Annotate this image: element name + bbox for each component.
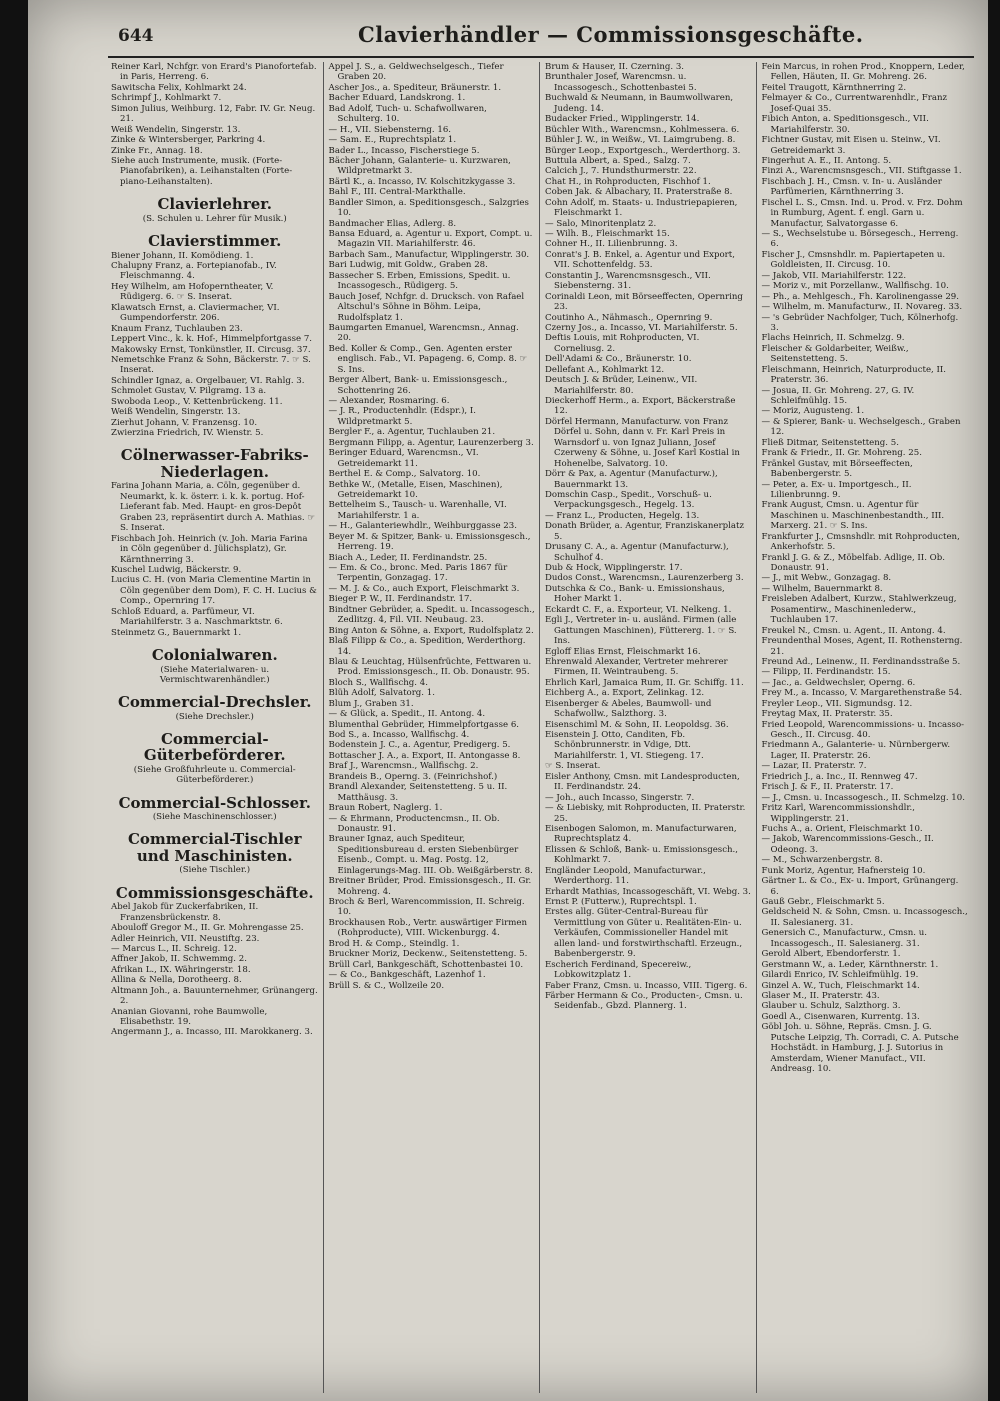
directory-entry: Brüll S. & C., Wollzeile 20.	[328, 980, 445, 991]
directory-entry: Donath Brüder, a. Agentur, Franziskanerplatz 5.	[545, 521, 744, 542]
columns-container	[106, 62, 972, 1393]
directory-entry: Erstes allg. Güter-Central-Bureau für Vermittlung von Güter u. Realitäten-Ein- u. Verkäufen, Commissioneller Handel mit allen land- und forstwirthschaftl. Erzeugn., Babenbergerstr. 9.	[545, 907, 743, 960]
directory-entry: Fleischer & Goldarbeiter, Weißw., Seitenstetteng. 5.	[761, 343, 909, 365]
directory-entry: Zierhut Johann, V. Franzensg. 10.	[111, 417, 258, 428]
directory-entry: — M., Schwarzenbergstr. 8.	[761, 855, 883, 866]
directory-entry: — & Spierer, Bank- u. Wechselgesch., Graben 12.	[761, 416, 961, 438]
directory-entry: — Ph., a. Mehlgesch., Fh. Karolinengasse 29.	[761, 291, 960, 302]
directory-entry: Buchwald & Neumann, in Baumwollwaren, Judeng. 14.	[545, 93, 734, 114]
directory-entry: Fleischmann, Heinrich, Naturproducte, II. Praterstr. 36.	[761, 364, 947, 386]
directory-entry: Bod S., a. Incasso, Wallfischg. 4.	[328, 730, 470, 740]
directory-entry: Bandler Simon, a. Speditionsgesch., Salzgries 10.	[328, 197, 529, 219]
directory-entry: Geldscheid N. & Sohn, Cmsn. u. Incassogesch., II. Salesianerg. 31.	[761, 907, 968, 928]
directory-entry: Allina & Nella, Dorotheerg. 8.	[111, 975, 242, 986]
directory-entry: — Salo, Minoritenplatz 2.	[545, 218, 657, 229]
directory-entry: — Marcus L., II. Schreig. 12.	[111, 943, 237, 954]
directory-entry: Feitel Traugott, Kärnthnerring 2.	[761, 82, 907, 93]
directory-entry: Engländer Leopold, Manufacturwar., Werderthorg. 11.	[545, 865, 706, 887]
directory-entry: Blumenthal Gebrüder, Himmelpfortgasse 6.	[328, 719, 520, 730]
directory-entry: — Jakob, Warencommissions-Gesch., II. Odeong. 3.	[761, 834, 934, 855]
directory-entry: Simon Julius, Weihburg. 12, Fabr. IV. Gr. Neug. 21.	[111, 103, 316, 125]
directory-entry: Elissen & Schloß, Bank- u. Emissionsgesch., Kohlmarkt 7.	[545, 844, 739, 866]
directory-entry: Bühler J. W., in Weißw., VI. Laimgrubeng. 8.	[545, 135, 736, 146]
directory-entry: Gilardi Enrico, IV. Schleifmühlg. 19.	[761, 970, 919, 981]
directory-entry: Appel J. S., a. Geldwechselgesch., Tiefer Graben 20.	[328, 62, 504, 83]
directory-entry: — Sam. E., Ruprechtsplatz 1.	[328, 135, 457, 146]
directory-entry: Dellefant A., Kohlmarkt 12.	[545, 364, 665, 375]
directory-entry: Berthel E. & Comp., Salvatorg. 10.	[328, 469, 481, 480]
directory-entry: Schmolet Gustav, V. Pilgramg. 13 a.	[111, 386, 267, 397]
directory-entry: Corinaldi Leon, mit Börseeffecten, Opernring 23.	[545, 291, 743, 313]
directory-entry: Bottascher J. A., a. Export, II. Antongasse 8.	[328, 750, 521, 761]
directory-entry: Affner Jakob, II. Schwemmg. 2.	[111, 954, 247, 965]
directory-entry: Erhardt Mathias, Incassogeschäft, VI. Webg. 3.	[545, 886, 751, 897]
directory-entry: — H., VII. Siebensterng. 16.	[328, 124, 452, 135]
directory-entry: Adler Heinrich, VII. Neustiftg. 23.	[111, 933, 260, 944]
directory-entry: Blüh Adolf, Salvatorg. 1.	[328, 688, 435, 699]
directory-entry: — Joh., auch Incasso, Singerstr. 7.	[545, 792, 695, 803]
directory-entry: Eisenschiml M. & Sohn, II. Leopoldsg. 36.	[545, 719, 729, 730]
directory-entry: Funk Moriz, Agentur, Hafnersteig 10.	[761, 865, 926, 876]
directory-entry: Bruckner Moriz, Deckenw., Seitenstetteng. 5.	[328, 949, 528, 960]
directory-entry: Beyer M. & Spitzer, Bank- u. Emissionsgesch., Herreng. 19.	[328, 531, 531, 553]
section-heading: Clavierstimmer.	[148, 232, 282, 251]
directory-entry: Fibich Anton, a. Speditionsgesch., VII. Mariahilferstr. 30.	[761, 114, 929, 135]
directory-entry: Bloch S., Wallfischg. 4.	[328, 677, 428, 688]
directory-entry: Eckardt C. F., a. Exporteur, VI. Nelkeng. 1.	[545, 604, 732, 615]
directory-entry: Gerstmann W., a. Leder, Kärnthnerstr. 1.	[761, 959, 939, 970]
directory-entry: — Franz L., Producten, Hegelg. 13.	[545, 510, 700, 521]
column-1	[106, 62, 323, 1393]
directory-entry: Blau & Leuchtag, Hülsenfrüchte, Fettwaren u. Prod. Emissionsgesch., II. Ob. Donaustr. 95.	[328, 656, 532, 678]
directory-entry: Bindtner Gebrüder, a. Spedit. u. Incassogesch., Zedlitzg. 4, Fil. VII. Neubaug. 23.	[328, 604, 535, 626]
directory-entry: Coben Jak. & Albachary, II. Praterstraße 8.	[545, 187, 733, 198]
directory-entry: Brunthaler Josef, Warencmsn. u. Incassogesch., Schottenbastei 5.	[545, 72, 697, 93]
directory-entry: Gerold Albert, Ebendorferstr. 1.	[761, 949, 901, 960]
directory-entry: Dub & Hock, Wipplingerstr. 17.	[545, 563, 683, 573]
directory-entry: Fischer J., Cmsnshdlr. m. Papiertapeten u. Goldleisten, II. Circusg. 10.	[761, 249, 946, 271]
directory-entry: Freund Ad., Leinenw., II. Ferdinandsstraße 5.	[761, 656, 961, 667]
directory-entry: Dutschka & Co., Bank- u. Emissionshaus, Hoher Markt 1.	[545, 583, 725, 605]
directory-entry: — & Glück, a. Spedit., II. Antong. 4.	[328, 709, 486, 720]
directory-entry: Deutsch J. & Brüder, Leinenw., VII. Mariahilferstr. 80.	[545, 375, 698, 396]
running-head-title: Clavierhändler — Commissionsgeschäfte.	[358, 22, 864, 47]
column-4	[756, 62, 973, 1393]
directory-entry: Fischbach J. H., Cmsn. v. In- u. Ausländer Parfümerien, Kärnthnerring 3.	[761, 176, 942, 198]
directory-entry: Freundenthal Moses, Agent, II. Rothensterng. 21.	[761, 636, 963, 657]
directory-entry: Lucius C. H. (von Maria Clementine Martin in Cöln gegenüber dem Dom), F. C. H. Lucius & Comp., Opernring 17.	[111, 575, 317, 607]
directory-entry: Barbach Sam., Manufactur, Wipplingerstr. 30.	[328, 249, 530, 260]
directory-entry: Flachs Heinrich, II. Schmelzg. 9.	[761, 333, 905, 344]
directory-entry: — Wilhelm, Bauernmarkt 8.	[761, 583, 883, 594]
directory-entry: — Em. & Co., bronc. Med. Paris 1867 für Terpentin, Gonzagag. 17.	[328, 563, 508, 584]
directory-entry: Ehrlich Karl, Jamaica Rum, II. Gr. Schiffg. 11.	[545, 677, 744, 688]
directory-entry: Egli J., Vertreter in- u. ausländ. Firmen (alle Gattungen Maschinen), Füttererg. 1. ☞ S. Ins.	[545, 615, 737, 647]
header-rule	[108, 56, 974, 58]
directory-entry: Frankl J. G. & Z., Möbelfab. Adlige, II. Ob. Donaustr. 91.	[761, 552, 945, 573]
directory-entry: Brauner Ignaz, auch Spediteur, Speditionsbureau d. ersten Siebenbürger Eisenb., Compt. u. Mag. Postg. 12, Einlagerungs-Mag. III. Ob. Weißgärberstr. 8.	[328, 834, 533, 876]
directory-entry: Domschin Casp., Spedit., Vorschuß- u. Verpackungsgesch., Hegelg. 13.	[545, 489, 712, 511]
directory-entry: Bacher Eduard, Landskrong. 1.	[328, 93, 466, 104]
directory-entry: Budacker Fried., Wipplingerstr. 14.	[545, 114, 700, 125]
directory-entry: Fried Leopold, Warencommissions- u. Incasso-Gesch., II. Circusg. 40.	[761, 719, 965, 740]
directory-entry: Weiß Wendelin, Singerstr. 13.	[111, 407, 241, 418]
directory-page	[28, 0, 988, 1401]
directory-entry: Siehe auch Instrumente, musik. (Forte-Pianofabriken), a. Leihanstalten (Forte-piano-Leihanstalten).	[111, 155, 293, 187]
directory-entry: Gauß Gebr., Fleischmarkt 5.	[761, 897, 885, 907]
directory-entry: Chat H., in Rohproducten, Fischhof 1.	[545, 176, 711, 187]
directory-entry: Leppert Vinc., k. k. Hof-, Himmelpfortgasse 7.	[111, 334, 313, 345]
directory-entry: — & Liebisky, mit Rohproducten, II. Praterstr. 25.	[545, 803, 746, 824]
directory-entry: Felmayer & Co., Currentwarenhdlr., Franz Josef-Quai 35.	[761, 93, 948, 114]
directory-entry: Coutinho A., Nähmasch., Opernring 9.	[545, 312, 713, 323]
directory-entry: — & Ehrmann, Productencmsn., II. Ob. Donaustr. 91.	[328, 813, 500, 834]
directory-entry: Finzi A., Warencmsnsgesch., VII. Stiftgasse 1.	[761, 166, 962, 177]
directory-entry: Nemetschke Franz & Sohn, Bäckerstr. 7. ☞ S. Inserat.	[111, 354, 311, 376]
directory-entry: Eisenstein J. Otto, Canditen, Fb. Schönbrunnerstr. in Vdige, Dtt. Mariahilferstr. 1, VI. Stiegeng. 17.	[545, 730, 704, 761]
directory-entry: Brandl Alexander, Seitenstetteng. 5 u. II. Matthäusg. 3.	[328, 782, 508, 803]
section-heading: Commercial-Tischler und Maschinisten.	[127, 830, 302, 865]
section-heading: Commercial-Drechsler.	[117, 693, 312, 712]
directory-entry: Glaser M., II. Praterstr. 43.	[761, 990, 880, 1001]
directory-entry: Schindler Ignaz, a. Orgelbauer, VI. Rahlg. 3.	[111, 375, 305, 386]
directory-entry: — Wilhelm, m. Manufacturw., II. Novareg. 33.	[761, 302, 963, 313]
directory-entry: Ascher Jos., a. Spediteur, Bräunerstr. 1.	[328, 82, 502, 93]
directory-entry: Freukel N., Cmsn. u. Agent., II. Antong. 4.	[761, 625, 946, 636]
directory-entry: Fritz Karl, Warencommissionshdlr., Wipplingerstr. 21.	[761, 803, 915, 824]
directory-entry: Brod H. & Comp., Steindlg. 1.	[328, 938, 460, 949]
cross-reference-note: (Siehe Materialwaren- u. Vermischtwarenhändler.)	[159, 664, 270, 685]
directory-entry: — Jakob, VII. Mariahilferstr. 122.	[761, 270, 907, 281]
directory-entry: Fischel L. S., Cmsn. Ind. u. Prod. v. Frz. Dohm in Rumburg, Agent. f. engl. Garn u. Manufactur, Salvatorgasse 6.	[761, 197, 963, 229]
directory-entry: Eisenbogen Salomon, m. Manufacturwaren, Ruprechtsplatz 4.	[545, 823, 737, 845]
directory-entry: — H., Galanteriewhdlr., Weihburggasse 23.	[328, 521, 517, 532]
directory-entry: Czerny Jos., a. Incasso, VI. Mariahilferstr. 5.	[545, 322, 738, 333]
directory-entry: Makowsky Ernst, Tonkünstler, II. Circusg. 37.	[111, 344, 311, 355]
directory-entry: Weiß Wendelin, Singerstr. 13.	[111, 124, 241, 135]
directory-entry: Bärtl K., a. Incasso, IV. Kolschitzkygasse 3.	[328, 176, 516, 187]
directory-entry: Swoboda Leop., V. Kettenbrückeng. 11.	[111, 396, 283, 407]
directory-entry: Bodenstein J. C., a. Agentur, Predigerg. 5.	[328, 740, 511, 751]
column-3	[539, 62, 756, 1393]
directory-entry: Fein Marcus, in rohen Prod., Knoppern, Leder, Fellen, Häuten, II. Gr. Mohreng. 26.	[761, 62, 965, 83]
cross-reference-note: (S. Schulen u. Lehrer für Musik.)	[142, 213, 287, 224]
column-2	[323, 62, 540, 1393]
directory-entry: Bassecher S. Erben, Emissions, Spedit. u. Incassogesch., Rüdigerg. 5.	[328, 270, 511, 292]
directory-entry: Cohn Adolf, m. Staats- u. Industriepapieren, Fleischmarkt 1.	[545, 197, 738, 219]
directory-entry: Hey Wilhelm, am Hofoperntheater, V. Rüdigerg. 6. ☞ S. Inserat.	[111, 281, 274, 303]
directory-entry: Brockhausen Rob., Vertr. auswärtiger Firmen (Rohproducte), VIII. Wickenburgg. 4.	[328, 917, 527, 939]
section-heading: Cölnerwasser-Fabriks-Niederlagen.	[120, 446, 309, 481]
directory-entry: — Peter, a. Ex- u. Importgesch., II. Lilienbrunng. 9.	[761, 479, 912, 500]
directory-entry: Biach A., Leder, II. Ferdinandstr. 25.	[328, 552, 488, 563]
directory-entry: — 's Gebrüder Nachfolger, Tuch, Kölnerhofg. 3.	[761, 312, 959, 333]
directory-entry: Bergler F., a. Agentur, Tuchlauben 21.	[328, 427, 496, 438]
directory-entry: Chalupny Franz, a. Fortepianofab., IV. Fleischmanng. 4.	[111, 261, 277, 282]
directory-entry: Frank & Friedr., II. Gr. Mohreng. 25.	[761, 448, 922, 459]
directory-entry: Freisleben Adalbert, Kurzw., Stahlwerkzeug, Posamentirw., Maschinenlederw., Tuchlauben 17.	[761, 594, 957, 626]
directory-entry: Schrimpf J., Kohlmarkt 7.	[111, 93, 222, 104]
directory-entry: Goedl A., Cisenwaren, Kurrentg. 13.	[761, 1011, 920, 1022]
directory-entry: Fuchs A., a. Orient, Fleischmarkt 10.	[761, 823, 923, 834]
directory-entry: Klawatsch Ernst, a. Claviermacher, VI. Gumpendorferstr. 206.	[111, 302, 280, 324]
directory-entry: Beringer Eduard, Warencmsn., VI. Getreidemarkt 11.	[328, 448, 479, 469]
directory-entry: Ginzel A. W., Tuch, Fleischmarkt 14.	[761, 980, 920, 991]
directory-entry: Knaum Franz, Tuchlauben 23.	[111, 323, 243, 334]
directory-entry: Brandeis B., Operng. 3. (Feinrichshof.)	[328, 771, 498, 782]
directory-entry: Steinmetz G., Bauernmarkt 1.	[111, 627, 242, 638]
directory-entry: — J., mit Webw., Gonzagag. 8.	[761, 573, 892, 584]
directory-entry: Bed. Koller & Comp., Gen. Agenten erster englisch. Fab., VI. Papageng. 6, Comp. 8. ☞ S. Ins.	[328, 343, 528, 375]
directory-entry: Dörr & Pax, a. Agentur (Manufacturw.), Bauernmarkt 13.	[545, 469, 718, 490]
directory-entry: Ananian Giovanni, rohe Baumwolle, Elisabethstr. 19.	[111, 1006, 268, 1027]
cross-reference-note: (Siehe Maschinenschlosser.)	[152, 812, 277, 823]
directory-entry: Fischbach Joh. Heinrich (v. Joh. Maria Farina in Cöln gegenüber d. Jülichsplatz), Gr. Kärnthnerring 3.	[111, 533, 308, 565]
directory-entry: Zwierzina Friedrich, IV. Wienstr. 5.	[111, 428, 264, 438]
directory-entry: Göbl Joh. u. Söhne, Repräs. Cmsn. J. G. Putsche Leipzig, Th. Corradi, C. A. Putsche Hochstädt. in Hamburg, J. J. Sutorius in Amsterdam, Wiener Manufact., VII. Andreasg. 10.	[761, 1022, 959, 1074]
directory-entry: Broch & Berl, Warencommission, II. Schreig. 10.	[328, 897, 525, 918]
directory-entry: Drusany C. A., a. Agentur (Manufacturw.), Schulhof 4.	[545, 542, 729, 563]
directory-entry: Abouloff Gregor M., II. Gr. Mohrengasse 25.	[111, 923, 304, 934]
directory-entry: Bansa Eduard, a. Agentur u. Export, Compt. u. Magazin VII. Mariahilferstr. 46.	[328, 229, 533, 250]
directory-entry: Fingerhut A. E., II. Antong. 5.	[761, 155, 892, 166]
directory-entry: Calcich J., 7. Hundsthurmerstr. 22.	[545, 166, 697, 177]
directory-entry: Frisch J. & F., II. Praterstr. 17.	[761, 782, 894, 793]
directory-entry: Frey M., a. Incasso, V. Margarethenstraße 54.	[761, 688, 963, 699]
directory-entry: Escherich Ferdinand, Specereiw., Lobkowitzplatz 1.	[545, 959, 692, 981]
directory-entry: — Moriz v., mit Porzellanw., Wallfischg. 10.	[761, 281, 949, 292]
directory-entry: Bettelheim S., Tausch- u. Warenhalle, VI. Mariahilferstr. 1 a.	[328, 500, 507, 521]
directory-entry: Egloff Elias Ernst, Fleischmarkt 16.	[545, 646, 701, 657]
directory-entry: Zinke & Wintersberger, Parkring 4.	[111, 135, 266, 146]
directory-entry: — Wilh. B., Fleischmarkt 15.	[545, 229, 670, 239]
directory-entry: Bürger Leop., Exportgesch., Werderthorg. 3.	[545, 145, 741, 156]
directory-entry: — Alexander, Rosmaring. 6.	[328, 396, 450, 406]
directory-entry: Reiner Karl, Nchfgr. von Erard's Pianofortefab. in Paris, Herreng. 6.	[111, 62, 317, 83]
directory-entry: Bergmann Filipp, a. Agentur, Laurenzerberg 3.	[328, 437, 534, 448]
directory-entry: Bad Adolf, Tuch- u. Schafwollwaren, Schulterg. 10.	[328, 103, 487, 125]
directory-entry: Ernst P. (Futterw.), Ruprechtspl. 1.	[545, 897, 697, 907]
directory-entry: Bethke W., (Metalle, Eisen, Maschinen), Getreidemarkt 10.	[328, 479, 503, 500]
directory-entry: Bauch Josef, Nchfgr. d. Drucksch. von Rafael Altschul's Söhne in Böhm. Leipa, Rudolfsplatz 1.	[328, 291, 525, 323]
directory-entry: Ehrenwald Alexander, Vertreter mehrerer Firmen, II. Weintraubeng. 5.	[545, 656, 728, 678]
directory-entry: Brüll Carl, Bankgeschäft, Schottenbastei 10.	[328, 959, 524, 970]
directory-entry: Braun Robert, Naglerg. 1.	[328, 803, 443, 814]
directory-entry: — M. J. & Co., auch Export, Fleischmarkt 3.	[328, 583, 520, 594]
directory-entry: Bahl F., III. Central-Markthalle.	[328, 187, 466, 198]
directory-entry: Bächer Johann, Galanterie- u. Kurzwaren, Wildpretmarkt 3.	[328, 155, 511, 177]
directory-entry: Abel Jakob für Zuckerfabriken, II. Franzensbrückenstr. 8.	[111, 902, 259, 923]
directory-entry: ☞ S. Inserat.	[545, 761, 601, 772]
directory-entry: — Josua, II. Gr. Mohreng. 27, G. IV. Schleifmühlg. 15.	[761, 385, 915, 406]
directory-entry: Freytag Max, II. Praterstr. 35.	[761, 709, 893, 720]
directory-entry: Deftis Louis, mit Rohproducten, VI. Corneliusg. 2.	[545, 333, 700, 354]
directory-entry: Fließ Ditmar, Seitenstetteng. 5.	[761, 437, 899, 448]
directory-entry: Frank August, Cmsn. u. Agentur für Maschinen u. Maschinenbestandth., III. Marxerg. 21. ☞ S. Ins.	[761, 500, 945, 532]
directory-entry: Freyler Leop., VII. Sigmundsg. 12.	[761, 698, 913, 709]
directory-entry: Dieckerhoff Herm., a. Export, Bäckerstraße 12.	[545, 396, 736, 417]
directory-entry: Braf J., Warencmsn., Wallfischg. 2.	[328, 761, 479, 772]
section-heading: Clavierlehrer.	[157, 195, 273, 214]
directory-entry: Friedrich J., a. Inc., II. Rennweg 47.	[761, 771, 918, 782]
directory-entry: — & Co., Bankgeschäft, Lazenhof 1.	[328, 970, 486, 981]
directory-entry: Altmann Joh., a. Bauunternehmer, Grünangerg. 2.	[111, 985, 318, 1007]
directory-entry: Eisler Anthony, Cmsn. mit Landesproducten, II. Ferdinandstr. 24.	[545, 771, 740, 793]
directory-entry: Gärtner L. & Co., Ex- u. Import, Grünangerg. 6.	[761, 876, 959, 897]
directory-entry: — S., Wechselstube u. Börsegesch., Herreng. 6.	[761, 229, 959, 250]
directory-entry: Eisenberger & Abeles, Baumwoll- und Schafwollw., Salzthorg. 3.	[545, 698, 712, 720]
directory-entry: Breitner Brüder, Prod. Emissionsgesch., II. Gr. Mohreng. 4.	[328, 876, 532, 897]
directory-entry: Kuschel Ludwig, Bäckerstr. 9.	[111, 564, 242, 575]
directory-entry: — Jac., a. Geldwechsler, Operng. 6.	[761, 677, 916, 688]
cross-reference-note: (Siehe Tischler.)	[179, 865, 251, 876]
directory-entry: Buttula Albert, a. Sped., Salzg. 7.	[545, 155, 691, 166]
directory-entry: Bader L., Incasso, Fischerstiege 5.	[328, 145, 480, 156]
directory-entry: — J., Cmsn. u. Incassogesch., II. Schmelzg. 10.	[761, 792, 965, 803]
directory-entry: Brum & Hauser, II. Czerning. 3.	[545, 62, 685, 72]
directory-entry: Afrikan L., IX. Währingerstr. 18.	[111, 964, 251, 975]
directory-entry: Dell'Adami & Co., Bräunerstr. 10.	[545, 354, 692, 365]
directory-entry: Angermann J., a. Incasso, III. Marokkanerg. 3.	[111, 1027, 313, 1038]
directory-entry: Farina Johann Maria, a. Cöln, gegenüber d. Neumarkt, k. k. österr. i. k. k. portug. Hof-Lieferant fab. Med. Haupt- en gros-Depôt Graben 23, repräsentirt durch A. Mathias. ☞ S. Inserat.	[111, 481, 316, 534]
directory-entry: — Filipp, II. Ferdinandstr. 15.	[761, 667, 891, 678]
directory-entry: Fichtner Gustav, mit Eisen u. Steinw., VI. Getreidemarkt 3.	[761, 135, 941, 156]
cross-reference-note: (Siehe Großfuhrleute u. Commercial-Güterbeförderer.)	[133, 764, 296, 786]
section-heading: Commissionsgeschäfte.	[115, 883, 314, 902]
directory-entry: Dudos Const., Warencmsn., Laurenzerberg 3.	[545, 573, 744, 584]
section-heading: Commercial-Schlosser.	[118, 793, 311, 812]
directory-entry: — Lazar, II. Praterstr. 7.	[761, 761, 867, 772]
directory-entry: Bari Ludwig, mit Goldw., Graben 28.	[328, 260, 488, 271]
directory-entry: Genersich C., Manufacturw., Cmsn. u. Incassogesch., II. Salesianerg. 31.	[761, 928, 928, 949]
directory-entry: Friedmann A., Galanterie- u. Nürnbergerw. Lager, II. Praterstr. 26.	[761, 740, 951, 761]
page-number: 644	[118, 26, 154, 46]
directory-entry: Blum J., Graben 31.	[328, 698, 414, 709]
directory-entry: Blaß Filipp & Co., a. Spedition, Werderthorg. 14.	[328, 636, 526, 657]
directory-entry: Dörfel Hermann, Manufacturw. von Franz Dörfel u. Sohn, dann v. Fr. Karl Preis in Warnsdorf u. von Ignaz Juliann, Josef Czerweny & Söhne, u. Josef Karl Kostial in Hohenelbe, Salvatorg. 10.	[545, 416, 740, 469]
directory-entry: Cohner H., II. Lilienbrunng. 3.	[545, 239, 678, 250]
directory-entry: Baumgarten Emanuel, Warencmsn., Annag. 20.	[328, 322, 519, 344]
directory-entry: Büchler With., Warencmsn., Kohlmessera. 6.	[545, 124, 740, 135]
cross-reference-note: (Siehe Drechsler.)	[175, 711, 254, 722]
directory-entry: Constantin J., Warencmsnsgesch., VII. Siebensterng. 31.	[545, 270, 711, 292]
directory-entry: Färber Hermann & Co., Producten-, Cmsn. u. Seidenfab., Gbzd. Plannerg. 1.	[545, 990, 743, 1012]
directory-entry: Sawitscha Felix, Kohlmarkt 24.	[111, 82, 247, 93]
directory-entry: Zinke Fr., Annag. 18.	[111, 145, 203, 156]
directory-entry: Eichberg A., a. Export, Zelinkag. 12.	[545, 688, 705, 699]
directory-entry: Berger Albert, Bank- u. Emissionsgesch., Schottenring 26.	[328, 375, 508, 396]
directory-entry: Schloß Eduard, a. Parfümeur, VI. Mariahilferstr. 3 a. Naschmarktstr. 6.	[111, 606, 283, 628]
directory-entry: Frankfurter J., Cmsnshdlr. mit Rohproducten, Ankerhofstr. 5.	[761, 531, 960, 553]
directory-entry: Biener Johann, II. Komödieng. 1.	[111, 250, 254, 261]
directory-entry: Faber Franz, Cmsn. u. Incasso, VIII. Tigerg. 6.	[545, 980, 748, 991]
directory-entry: — Moriz, Augusteng. 1.	[761, 406, 865, 417]
directory-entry: Glauber u. Schulz, Salzthorg. 3.	[761, 1001, 901, 1012]
directory-entry: Bing Anton & Söhne, a. Export, Rudolfsplatz 2.	[328, 625, 534, 636]
directory-entry: Conrat's J. B. Enkel, a. Agentur und Export, VII. Schottenfeldg. 53.	[545, 249, 735, 271]
section-heading: Colonialwaren.	[151, 646, 278, 664]
section-heading: Commercial-Güterbeförderer.	[143, 729, 286, 765]
directory-entry: — J. R., Productenhdlr. (Edspr.), I. Wildpretmarkt 5.	[328, 406, 477, 427]
directory-entry: Bandmacher Elias, Adlerg. 8.	[328, 218, 457, 229]
directory-entry: Bieger P. W., II. Ferdinandstr. 17.	[328, 594, 473, 605]
directory-entry: Fränkel Gustav, mit Börseeffecten, Babenbergerstr. 5.	[761, 458, 913, 480]
